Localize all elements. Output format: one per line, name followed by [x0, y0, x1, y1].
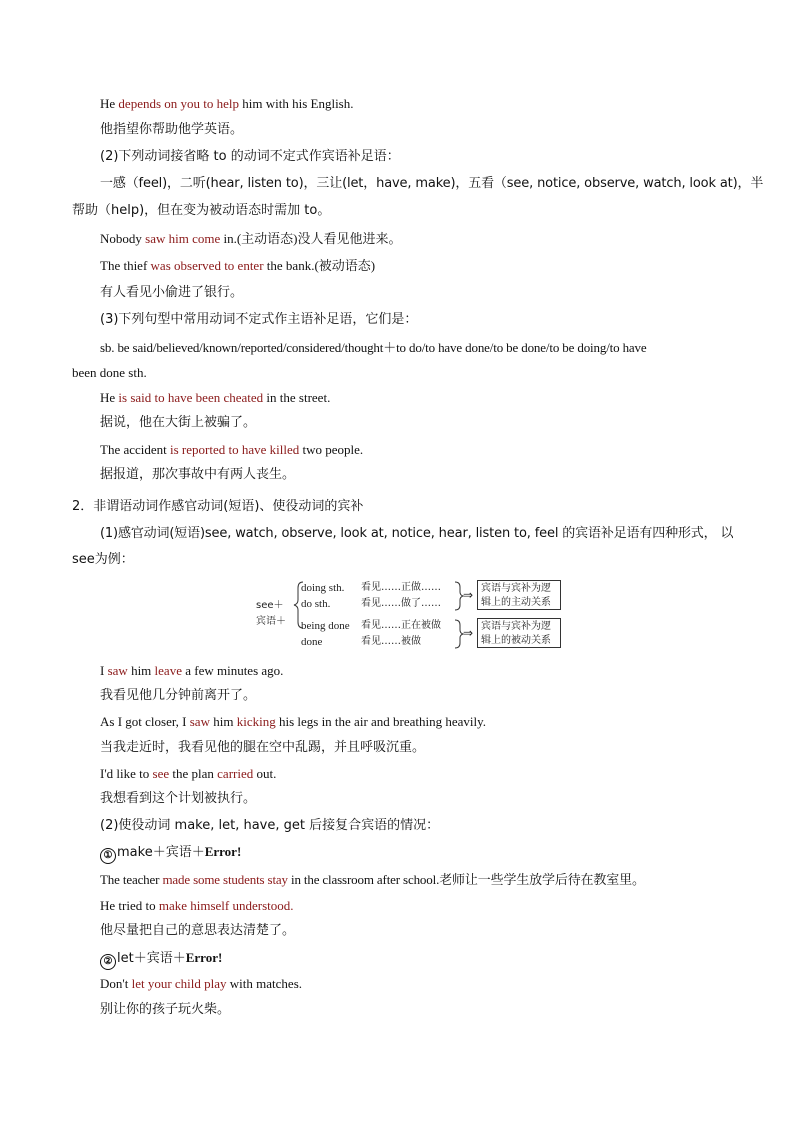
circled-number: ①	[100, 848, 116, 864]
form-doing: doing sth.	[301, 582, 345, 594]
meaning: 看见……做了……	[361, 598, 441, 609]
rule-text: 帮助（help)，但在变为被动语态时需加 to。	[72, 203, 331, 218]
arrow-icon: ⇒	[463, 588, 474, 602]
rule-text: 一感（feel)，二听(hear, listen to)，三让(let，have, make)，五看（see, notice, observe, watch, look at)，半	[100, 176, 764, 191]
translation: 有人看见小偷进了银行。	[100, 285, 244, 300]
circled-number: ②	[100, 954, 116, 970]
meaning: 看见……被做	[361, 636, 421, 647]
example-sentence: The thief was observed to enter the bank.(被动语态)	[100, 258, 376, 273]
form-being-done: being done	[301, 620, 350, 632]
rule-heading: (3)下列句型中常用动词不定式作主语补足语，它们是：	[100, 312, 418, 327]
rule-text: been done sth.	[72, 365, 147, 380]
form-done: done	[301, 636, 323, 648]
example-sentence: Don't let your child play with matches.	[100, 976, 303, 991]
rule-heading: (2)使役动词 make, let, have, get 后接复合宾语的情况：	[100, 818, 440, 833]
translation: 据说，他在大街上被骗了。	[100, 415, 257, 430]
see-complement-diagram	[255, 578, 565, 650]
translation: 据报道，那次事故中有两人丧生。	[100, 467, 296, 482]
example-sentence: As I got closer, I saw him kicking his legs in the air and breathing heavily.	[100, 714, 487, 729]
subrule-make: ① make＋宾语＋Error!	[100, 842, 241, 864]
example-sentence: I'd like to see the plan carried out.	[100, 766, 277, 781]
rule-text: see为例：	[72, 552, 134, 567]
rule-heading: (2)下列动词接省略 to 的动词不定式作宾语补足语：	[100, 149, 400, 164]
translation: 他尽量把自己的意思表达清楚了。	[100, 923, 296, 938]
meaning: 看见……正做……	[361, 582, 441, 593]
example-sentence: I saw him leave a few minutes ago.	[100, 663, 284, 678]
example-sentence: The teacher made some students stay in the classroom after school.老师让一些学生放学后待在教室里。	[100, 872, 645, 887]
example-sentence: Nobody saw him come in.(主动语态)没人看见他进来。	[100, 231, 402, 246]
section-heading: 2．非谓语动词作感官动词(短语)、使役动词的宾补	[72, 499, 364, 514]
translation: 当我走近时，我看见他的腿在空中乱踢，并且呼吸沉重。	[100, 740, 426, 755]
passive-relation-box: 宾语与宾补为逻辑上的被动关系	[477, 618, 561, 648]
diagram-label: see＋	[256, 600, 284, 611]
translation: 我看见他几分钟前离开了。	[100, 688, 257, 703]
example-sentence: He is said to have been cheated in the street.	[100, 390, 331, 405]
translation: 他指望你帮助他学英语。	[100, 122, 244, 137]
active-relation-box: 宾语与宾补为逻辑上的主动关系	[477, 580, 561, 610]
meaning: 看见……正在被做	[361, 620, 441, 631]
diagram-label: 宾语＋	[256, 616, 286, 627]
rule-text: (1)感官动词(短语)see, watch, observe, look at, notice, hear, listen to, feel 的宾语补足语有四种形式， 以	[100, 526, 734, 541]
translation: 别让你的孩子玩火柴。	[100, 1002, 231, 1017]
example-sentence: He tried to make himself understood.	[100, 898, 294, 913]
form-do: do sth.	[301, 598, 331, 610]
rule-text: sb. be said/believed/known/reported/considered/thought＋to do/to have done/to be done/to be doing/to have	[100, 340, 647, 355]
arrow-icon: ⇒	[463, 626, 474, 640]
example-sentence: The accident is reported to have killed two people.	[100, 442, 364, 457]
translation: 我想看到这个计划被执行。	[100, 791, 257, 806]
subrule-let: ② let＋宾语＋Error!	[100, 948, 222, 970]
example-sentence: He depends on you to help him with his English.	[100, 96, 354, 111]
